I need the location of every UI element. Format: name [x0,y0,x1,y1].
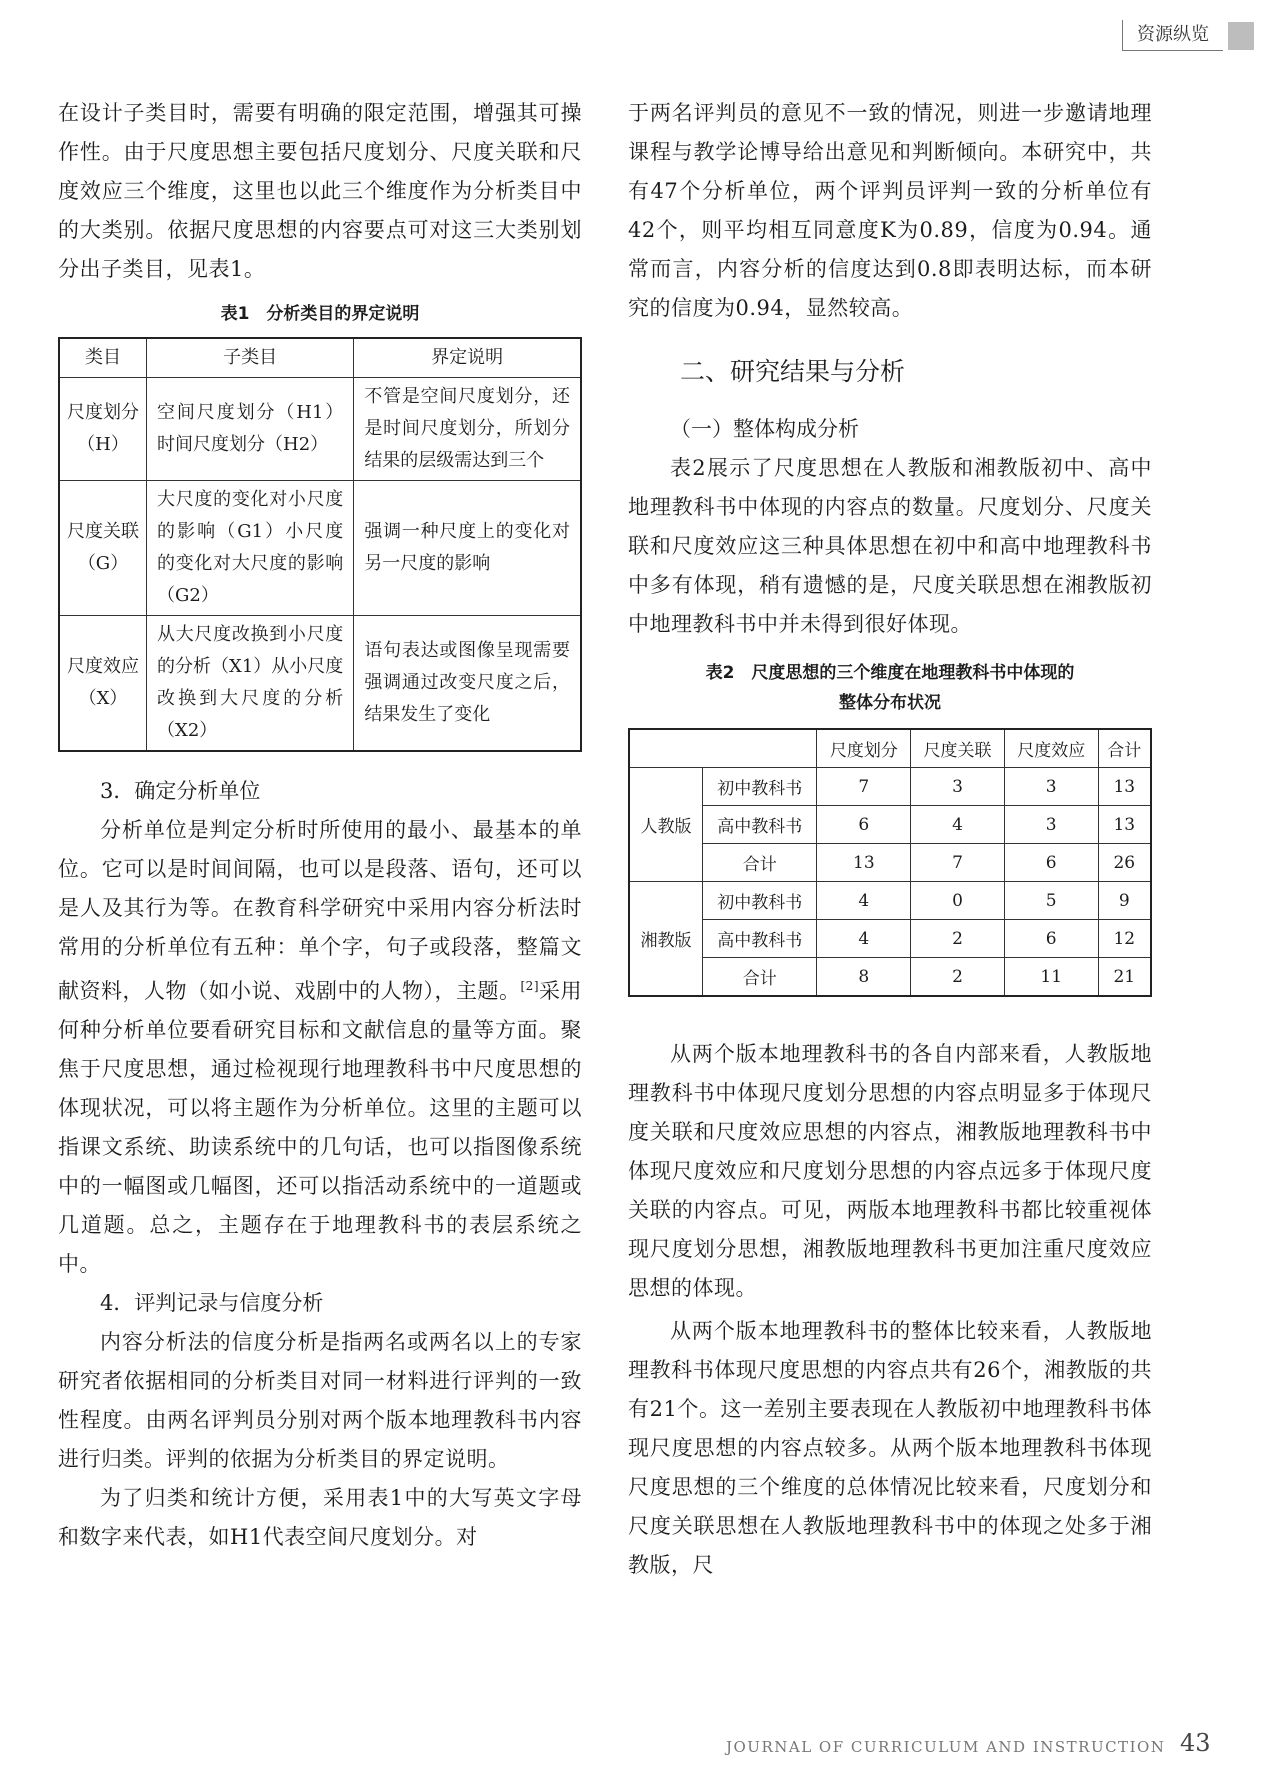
table-cell: 3 [1004,768,1098,806]
table-cell-description: 不管是空间尺度划分，还是时间尺度划分，所划分结果的层级需达到三个 [354,378,581,481]
table-cell: 9 [1098,882,1151,920]
header-marker-block [1228,22,1254,50]
table-row [59,481,581,616]
left-column [58,94,582,1557]
table-cell-category: 尺度关联（G） [59,481,147,616]
table-cell: 21 [1098,958,1151,997]
paragraph: 于两名评判员的意见不一致的情况，则进一步邀请地理课程与教学论博导给出意见和判断倾向。本研究中，共有47个分析单位，两个评判员评判一致的分析单位有42个，则平均相互同意度K为0.89，信度为0.94。通常而言，内容分析的信度达到0.8即表明达标，而本研究的信度为0.94，显然较高。 [628,101,1152,320]
paragraph [58,811,582,1284]
table-cell: 2 [911,958,1005,997]
table-cell: 26 [1098,844,1151,882]
table-cell-category: 尺度效应（X） [59,616,147,752]
paragraph: 为了归类和统计方便，采用表1中的大写英文字母和数字来代表，如H1代表空间尺度划分。对 [58,1486,582,1549]
table1-caption: 表1 分析类目的界定说明 [220,304,420,324]
table-header-cell: 界定说明 [354,338,581,378]
table-cell-label: 初中教科书 [703,882,817,920]
table-cell: 13 [1098,768,1151,806]
table-cell: 8 [817,958,911,997]
table-cell: 6 [1004,844,1098,882]
table-row [629,844,1151,882]
table-cell-description: 强调一种尺度上的变化对另一尺度的影响 [354,481,581,616]
page-number: 43 [1180,1729,1211,1757]
table-cell: 4 [911,806,1005,844]
subsection-heading: （一）整体构成分析 [670,417,859,441]
paragraph-text: 采用何种分析单位要看研究目标和文献信息的量等方面。聚焦于尺度思想，通过检视现行地理教科书中尺度思想的体现状况，可以将主题作为分析单位。这里的主题可以指课文系统、助读系统中的几句话，也可以指图像系统中的一幅图或几幅图，还可以指活动系统中的一道题或几道题。总之，主题存在于地理教科书的表层系统之中。 [58,979,582,1276]
table2-caption-line2: 整体分布状况 [839,693,941,713]
table-cell: 13 [817,844,911,882]
table-cell: 3 [911,768,1005,806]
table-cell: 7 [911,844,1005,882]
table-cell-description: 语句表达或图像呈现需要强调通过改变尺度之后，结果发生了变化 [354,616,581,752]
table-cell: 4 [817,920,911,958]
right-column [628,94,1152,1585]
table-cell-edition: 人教版 [629,768,703,882]
table-cell: 13 [1098,806,1151,844]
table-header-cell: 尺度划分 [817,729,911,768]
table-cell: 4 [817,882,911,920]
section-label: 资源纵览 [1122,20,1223,51]
paragraph: 从两个版本地理教科书的各自内部来看，人教版地理教科书中体现尺度划分思想的内容点明显多于体现尺度关联和尺度效应思想的内容点，湘教版地理教科书中体现尺度效应和尺度划分思想的内容点远多于体现尺度关联的内容点。可见，两版本地理教科书都比较重视体现尺度划分思想，湘教版地理教科书更加注重尺度效应思想的体现。 [628,1042,1152,1300]
table-cell-label: 高中教科书 [703,920,817,958]
table-row [629,920,1151,958]
table-cell-edition: 湘教版 [629,882,703,997]
table1 [58,337,582,752]
section-heading: 二、研究结果与分析 [680,357,906,386]
table-header-cell: 类目 [59,338,147,378]
table-cell: 11 [1004,958,1098,997]
table-row [59,378,581,481]
table-header-row [629,729,1151,768]
table-cell: 2 [911,920,1005,958]
table-cell: 5 [1004,882,1098,920]
citation-ref: [2] [520,979,539,993]
table-cell-label: 合计 [703,844,817,882]
table-header-cell: 尺度关联 [911,729,1005,768]
table-row [629,882,1151,920]
table-header-cell: 子类目 [147,338,354,378]
table-cell-label: 初中教科书 [703,768,817,806]
table-cell: 7 [817,768,911,806]
paragraph: 在设计子类目时，需要有明确的限定范围，增强其可操作性。由于尺度思想主要包括尺度划分、尺度关联和尺度效应三个维度，这里也以此三个维度作为分析类目中的大类别。依据尺度思想的内容要点可对这三大类别划分出子类目，见表1。 [58,101,582,281]
table-cell: 12 [1098,920,1151,958]
table-cell: 6 [1004,920,1098,958]
journal-name: JOURNAL OF CURRICULUM AND INSTRUCTION [726,1738,1166,1756]
heading-reliability: 4．评判记录与信度分析 [100,1291,324,1315]
table-cell-label: 高中教科书 [703,806,817,844]
paragraph: 表2展示了尺度思想在人教版和湘教版初中、高中地理教科书中体现的内容点的数量。尺度划分、尺度关联和尺度效应这三种具体思想在初中和高中地理教科书中多有体现，稍有遗憾的是，尺度关联思想在湘教版初中地理教科书中并未得到很好体现。 [628,456,1152,636]
table-cell: 6 [817,806,911,844]
paragraph-text: 分析单位是判定分析时所使用的最小、最基本的单位。它可以是时间间隔，也可以是段落、语句，还可以是人及其行为等。在教育科学研究中采用内容分析法时常用的分析单位有五种：单个字，句子或段落，整篇文献资料，人物（如小说、戏剧中的人物），主题。 [58,818,582,1003]
heading-analysis-unit: 3．确定分析单位 [100,779,261,803]
table-cell: 0 [911,882,1005,920]
table-header-cell: 合计 [1098,729,1151,768]
paragraph: 从两个版本地理教科书的整体比较来看，人教版地理教科书体现尺度思想的内容点共有26个，湘教版的共有21个。这一差别主要表现在人教版初中地理教科书体现尺度思想的内容点较多。从两个版本地理教科书体现尺度思想的三个维度的总体情况比较来看，尺度划分和尺度关联思想在人教版地理教科书中的体现之处多于湘教版，尺 [628,1319,1152,1577]
table-cell-label: 合计 [703,958,817,997]
table-cell: 3 [1004,806,1098,844]
table-cell-subcategory: 大尺度的变化对小尺度的影响（G1）小尺度的变化对大尺度的影响（G2） [147,481,354,616]
table-corner-cell [629,729,817,768]
table-row [59,616,581,752]
paragraph: 内容分析法的信度分析是指两名或两名以上的专家研究者依据相同的分析类目对同一材料进行评判的一致性程度。由两名评判员分别对两个版本地理教科书内容进行归类。评判的依据为分析类目的界定说明。 [58,1330,582,1471]
table-header-row [59,338,581,378]
table-row [629,768,1151,806]
table-cell-category: 尺度划分（H） [59,378,147,481]
table-header-cell: 尺度效应 [1004,729,1098,768]
table-cell-subcategory: 从大尺度改换到小尺度的分析（X1）从小尺度改换到大尺度的分析（X2） [147,616,354,752]
table2 [628,728,1152,997]
table-row [629,806,1151,844]
table2-caption-line1: 表2 尺度思想的三个维度在地理教科书中体现的 [705,663,1075,683]
table-cell-subcategory: 空间尺度划分（H1）时间尺度划分（H2） [147,378,354,481]
table-row [629,958,1151,997]
